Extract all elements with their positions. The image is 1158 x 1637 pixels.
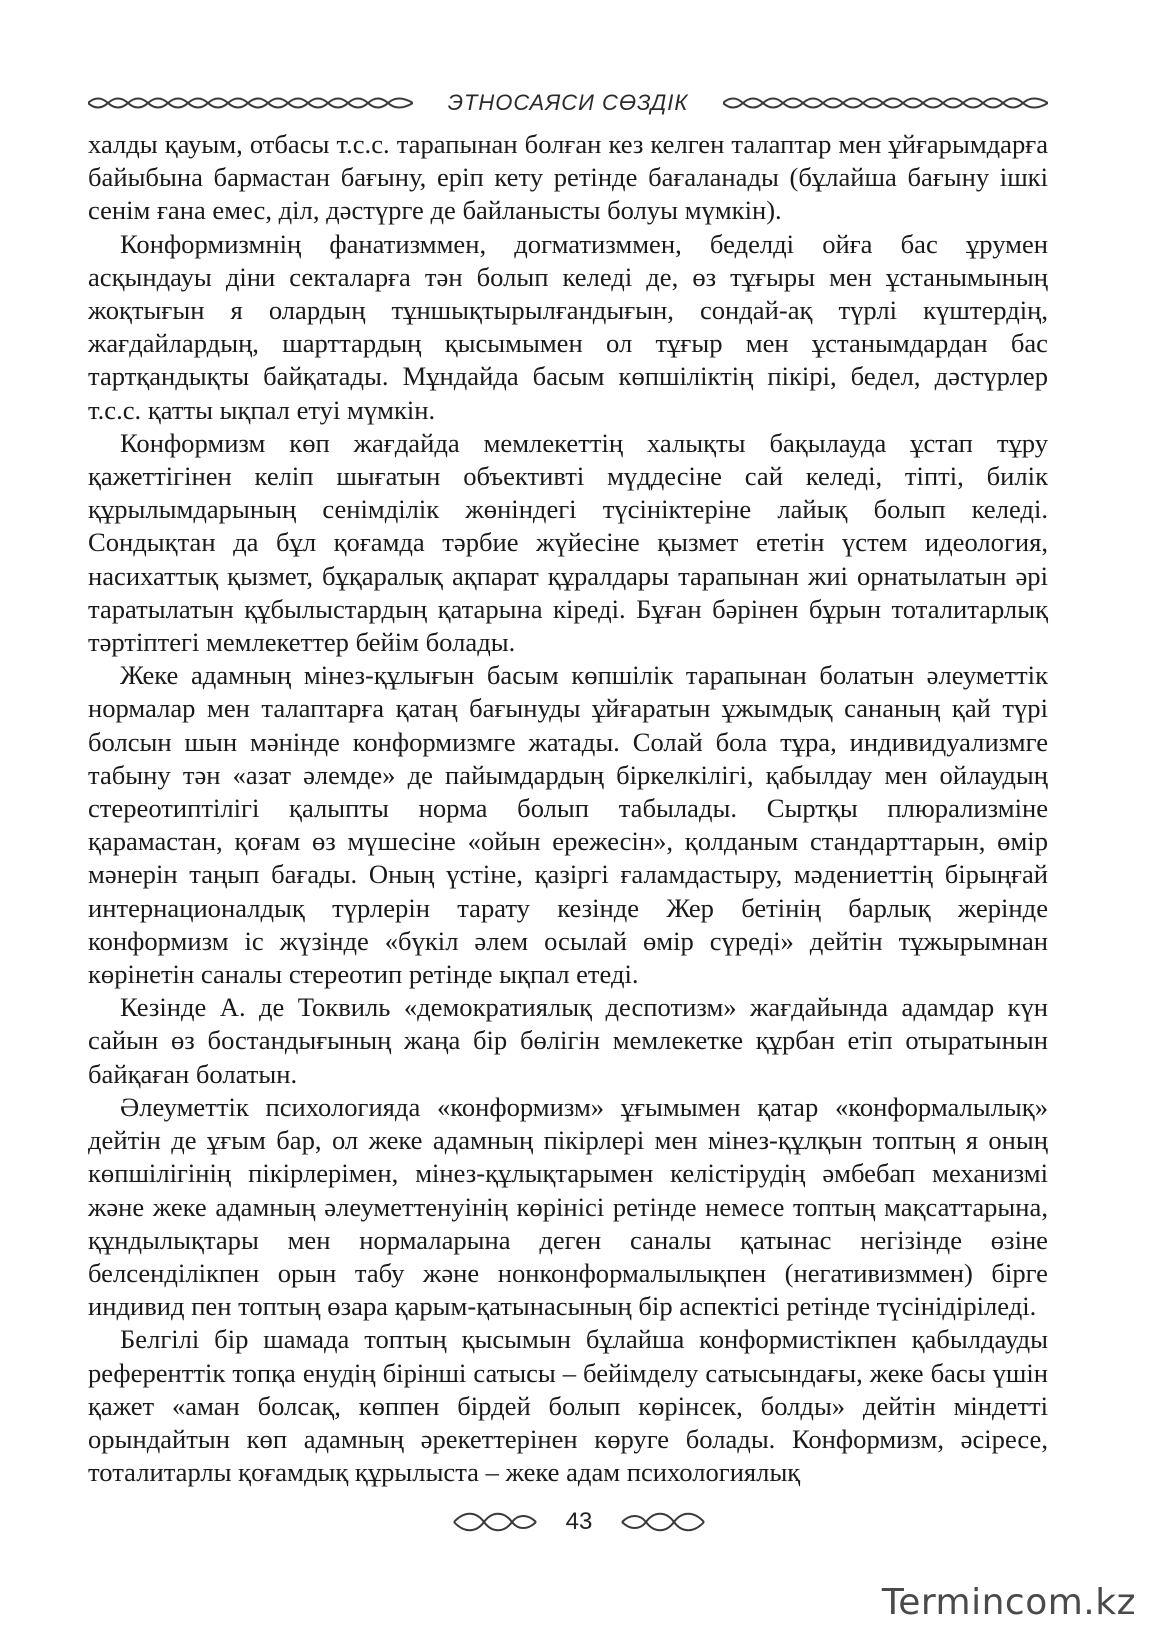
left-header-ornament (88, 94, 413, 112)
paragraph: Белгілі бір шамада топтың қысымын бұлайша конформистікпен қабылдауды референттік топқа енудің бірінші сатысы – бейімделу сатысындағы, жеке басы үшін қажет «аман болсақ, көппен бірдей болып көрінсек, болды» дейтін міндетті орындайтын көп адамның әрекеттерінен көруге болады. Конформизм, әсіресе, тоталитарлы қоғамдық құрылыста – жеке адам психологиялық (88, 1324, 1048, 1488)
watermark: Termincom.kz (881, 1582, 1136, 1623)
running-header (88, 88, 1048, 118)
paragraph: Жеке адамның мінез-құлығын басым көпшілік тарапынан болатын әлеуметтік нормалар мен талаптарға қатаң бағынуды ұйғаратын ұжымдық сананың қай түрі болсын шын мәнінде конформизмге жатады. Солай бола тұра, индивидуализмге табыну тән «азат әлемде» де пайымдардың біркелкілігі, қабылдау мен ойлаудың стереотиптілігі қалыпты норма болып табылады. Сыртқы плюрализміне қарамастан, қоғам өз мүшесіне «ойын ережесін», қолданым стандарттарын, өмір мәнерін таңып бағады. Оның үстіне, қазіргі ғаламдастыру, мәдениеттің бірыңғай интернационалдық түрлерін тарату кезінде Жер бетінің барлық жерінде конформизм іс жүзінде «бүкіл әлем осылай өмір сүреді» дейтін тұжырымнан көрінетін саналы стереотип ретінде ықпал етеді. (88, 660, 1048, 990)
paragraph: Әлеуметтік психологияда «конформизм» ұғымымен қатар «конформалылық» дейтін де ұғым бар, ол жеке адамның пікірлері мен мінез-құлқын топтың я оның көпшілігінің пікірлерімен, мінез-құлықтарымен келістірудің әмбебап механизмі және жеке адамның әлеуметтенуінің көрінісі ретінде немесе топтың мақсаттарына, құндылықтары мен нормаларына деген саналы қатынас негізінде өзіне белсенділікпен орын табу және нонконформалылықпен (негативизммен) бірге индивид пен топтың өзара қарым-қатынасының бір аспектісі ретінде түсінідіріледі. (88, 1091, 1048, 1322)
right-header-ornament (723, 94, 1048, 112)
page-number: 43 (565, 1508, 593, 1535)
paragraph: Конформизмнің фанатизммен, догматизммен, беделді ойға бас ұрумен асқындауы діни секталарға тән болып келеді де, өз тұғыры мен ұстанымының жоқтығын я олардың тұншықтырылғандығын, сондай-ақ түрлі күштердің, жағдайлардың, шарттардың қысымымен ол тұғыр мен ұстанымдардан бас тартқандықты байқатады. Мұндайда басым көпшіліктің пікірі, бедел, дәстүрлер т.с.с. қатты ықпал етуі мүмкін. (88, 228, 1048, 425)
left-footer-ornament (452, 1509, 538, 1535)
page-footer (0, 1502, 1158, 1542)
paragraph: Конформизм көп жағдайда мемлекеттің халықты бақылауда ұстап тұру қажеттігінен келіп шығатын объективті мүддесіне сай келеді, тіпті, билік құрылымдарының сенімділік жөніндегі түсініктеріне лайық болып келеді. Сондықтан да бұл қоғамда тәрбие жүйесіне қызмет ететін үстем идеология, насихаттық қызмет, бұқаралық ақпарат құралдары тарапынан жиі орнатылатын әрі таратылатын құбылыстардың қатарына кіреді. Бұған бәрінен бұрын тоталитарлық тәртіптегі мемлекеттер бейім болады. (88, 427, 1048, 658)
paragraph: Кезінде А. де Токвиль «демократиялық деспотизм» жағдайында адамдар күн сайын өз бостандығының жаңа бір бөлігін мемлекетке құрбан етіп отыратынын байқаған болатын. (88, 992, 1048, 1089)
right-footer-ornament (620, 1509, 706, 1535)
main-text (88, 128, 1048, 1489)
running-title: ЭТНОСАЯСИ СӨЗДІК (447, 90, 689, 115)
paragraph: халды қауым, отбасы т.с.с. тарапынан болған кез келген талаптар мен ұйғарымдарға байыбына бармастан бағыну, еріп кету ретінде бағаланады (бұлайша бағыну ішкі сенім ғана емес, діл, дәстүрге де байланысты болуы мүмкін). (88, 129, 1048, 226)
